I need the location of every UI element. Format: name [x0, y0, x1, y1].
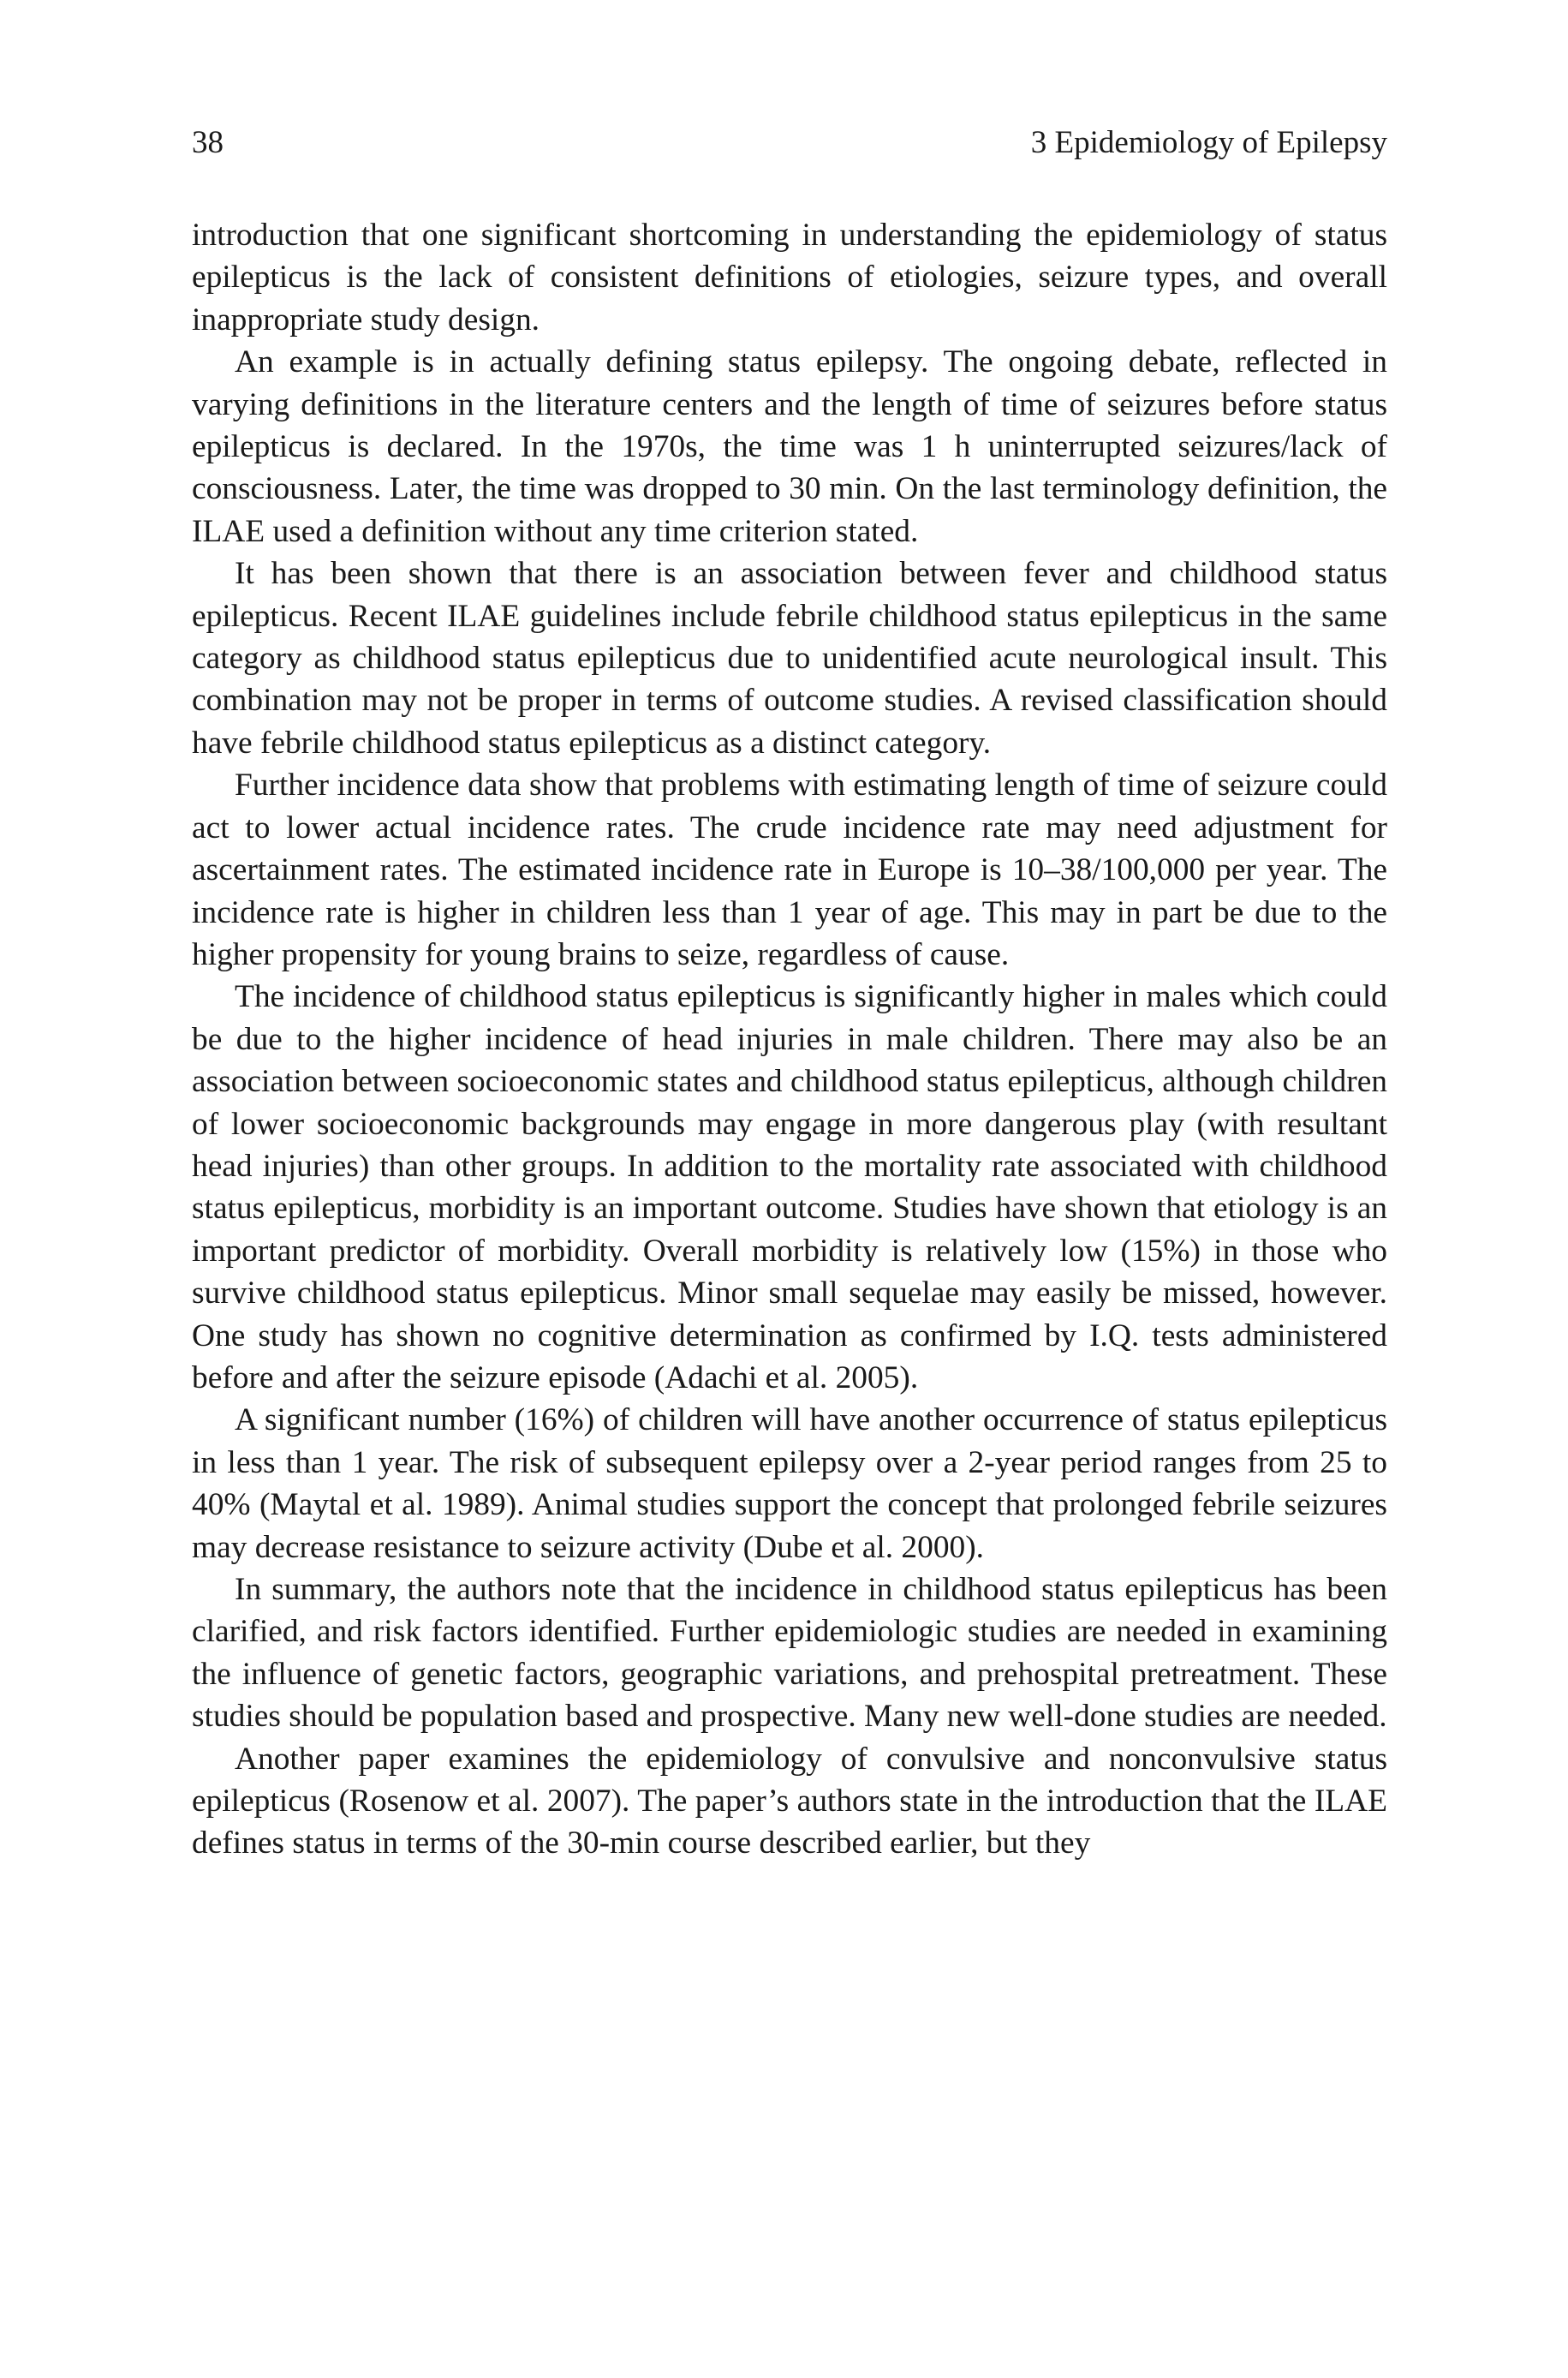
- running-head: [192, 122, 1387, 164]
- paragraph-summary: In summary, the authors note that the incidence in childhood status epilepticus has been clarified, and risk factors identified. Further epidemiologic studies are needed in examining the influence of genetic factors, geographic variations, and prehospital pretreatment. These studies should be population based and prospective. Many new well-done studies are needed.: [192, 1572, 1387, 1735]
- page-number: 38: [192, 125, 224, 160]
- chapter-title: 3 Epidemiology of Epilepsy: [1030, 125, 1387, 160]
- paragraph-incidence-males: The incidence of childhood status epilepticus is significantly higher in males which could be due to the higher incidence of head injuries in male children. There may also be an association between socioeconomic states and childhood status epilepticus, although children of lower socioeconomic backgrounds may engage in more dangerous play (with resultant head injuries) than other groups. In addition to the mortality rate associated with childhood status epilepticus, morbidity is an important outcome. Studies have shown that etiology is an important predictor of morbidity. Overall morbidity is relatively low (15%) in those who survive childhood status epilepticus. Minor small sequelae may easily be missed, however. One study has shown no cognitive determination as confirmed by I.Q. tests administered before and after the seizure episode (Adachi et al. 2005).: [192, 979, 1387, 1395]
- paragraph-continuation: introduction that one significant shortcoming in understanding the epidemiology of status epilepticus is the lack of consistent definitions of etiologies, seizure types, and overall inappropriate study design.: [192, 218, 1387, 338]
- body-text: [192, 214, 1387, 1865]
- paragraph-another-paper: Another paper examines the epidemiology of convulsive and nonconvulsive status epilepticus (Rosenow et al. 2007). The paper’s authors state in the introduction that the ILAE defines status in terms of the 30-min course described earlier, but they: [192, 1741, 1387, 1861]
- paragraph-status-definition: An example is in actually defining status epilepsy. The ongoing debate, reflected in varying definitions in the literature centers and the length of time of seizures before status epilepticus is declared. In the 1970s, the time was 1 h uninterrupted seizures/lack of consciousness. Later, the time was dropped to 30 min. On the last terminology definition, the ILAE used a definition without any time criterion stated.: [192, 344, 1387, 549]
- paragraph-fever-association: It has been shown that there is an association between fever and childhood status epilepticus. Recent ILAE guidelines include febrile childhood status epilepticus in the same category as childhood status epilepticus due to unidentified acute neurological insult. This combination may not be proper in terms of outcome studies. A revised classification should have febrile childhood status epilepticus as a distinct category.: [192, 556, 1387, 761]
- paragraph-recurrence: A significant number (16%) of children will have another occurrence of status epilepticus in less than 1 year. The risk of subsequent epilepsy over a 2-year period ranges from 25 to 40% (Maytal et al. 1989). Animal studies support the concept that prolonged febrile seizures may decrease resistance to seizure activity (Dube et al. 2000).: [192, 1402, 1387, 1565]
- paragraph-incidence-data: Further incidence data show that problems with estimating length of time of seizure could act to lower actual incidence rates. The crude incidence rate may need adjustment for ascertainment rates. The estimated incidence rate in Europe is 10–38/100,000 per year. The incidence rate is higher in children less than 1 year of age. This may in part be due to the higher propensity for young brains to seize, regardless of cause.: [192, 768, 1387, 972]
